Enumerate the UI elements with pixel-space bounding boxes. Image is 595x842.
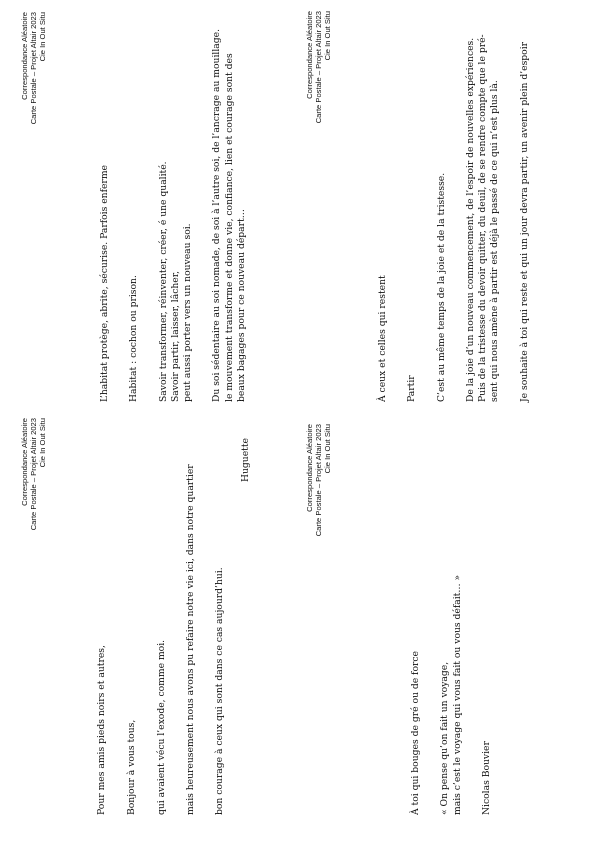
card-1-line: Bonjour à vous tous, [126, 719, 138, 815]
header-line-3: Cie In Out Situ [38, 12, 48, 62]
card-2-line: Savoir partir, laisser, lâcher, [169, 270, 181, 402]
card-4-line: C’est au même temps de la joie et de la tristesse. [435, 172, 447, 402]
card-1-line: qui avaient vécu l’exode, comme moi. [155, 639, 167, 815]
header-card-2 [305, 11, 333, 131]
header-card-4 [20, 12, 48, 132]
header-card-1 [20, 418, 48, 538]
card-1-line: mais heureusement nous avons pu refaire notre vie ici, dans notre quartier [184, 464, 196, 815]
card-4-line: À ceux et celles qui restent [377, 275, 388, 402]
card-4-line: sent qui nous amène à partir est déjà le passé de ce qui n’est plus là. [489, 80, 501, 402]
card-4-line: Je souhaite à toi qui reste et qui un jour devra partir, un avenir plein d’espoir [518, 41, 530, 402]
card-2-line: Du soi sédentaire au soi nomade, de soi à l’autre soi, de l’ancrage au mouillage. [211, 29, 223, 402]
header-line-2: Carte Postale – Projet Altair 2023 [29, 12, 39, 125]
card-1-text [96, 464, 226, 815]
card-3-line: « On pense qu’on fait un voyage, [439, 661, 451, 815]
card-2-text [99, 29, 248, 402]
header-line-1: Correspondance Aléatoire [305, 424, 314, 512]
card-3-line: Nicolas Bouvier [480, 741, 492, 815]
card-2-line: Savoir transformer, réinventer, créer, é une qualité. [157, 161, 169, 402]
header-line-1: Correspondance Aléatoire [305, 11, 314, 99]
header-line-3: Cie In Out Situ [38, 418, 48, 468]
card-3-line: mais c’est le voyage qui vous fait ou vous défait… » [451, 574, 463, 815]
header-line-2: Carte Postale – Projet Altair 2023 [314, 424, 324, 537]
signature: Huguette [240, 438, 251, 482]
card-2-line: le mouvement transforme et donne vie, confiance, lien et courage sont des [223, 53, 235, 402]
header-line-1: Correspondance Aléatoire [20, 12, 29, 100]
header-line-3: Cie In Out Situ [323, 11, 333, 61]
card-1-line: bon courage à ceux qui sont dans ce cas aujourd’hui. [214, 567, 226, 815]
header-line-3: Cie In Out Situ [323, 424, 333, 474]
card-2-line: L’habitat protège, abrite, sécurise. Parfois enferme [99, 165, 110, 402]
card-4-line: Puis de la tristesse du devoir quitter, du deuil, de se rendre compte que le pré- [477, 34, 489, 402]
card-2-line: beaux bagages pour ce nouveau départ… [236, 209, 248, 402]
card-2-line: Habitat : cochon ou prison. [128, 275, 140, 402]
header-line-2: Carte Postale – Projet Altair 2023 [314, 11, 324, 124]
card-3-line: À toi qui bouges de gré ou de force [410, 651, 421, 815]
header-card-3 [305, 424, 333, 544]
card-4-text [377, 34, 531, 402]
header-line-1: Correspondance Aléatoire [20, 418, 29, 506]
header-line-2: Carte Postale – Projet Altair 2023 [29, 418, 39, 531]
card-4-line: De la joie d’un nouveau commencement, de l’espoir de nouvelles expériences. [464, 37, 476, 402]
card-3-text [410, 575, 493, 815]
card-1-line: Pour mes amis pieds noirs et autres, [96, 645, 107, 815]
card-4-line: Partir [406, 375, 418, 402]
card-2-line: peut aussi porter vers un nouveau soi. [182, 223, 194, 402]
